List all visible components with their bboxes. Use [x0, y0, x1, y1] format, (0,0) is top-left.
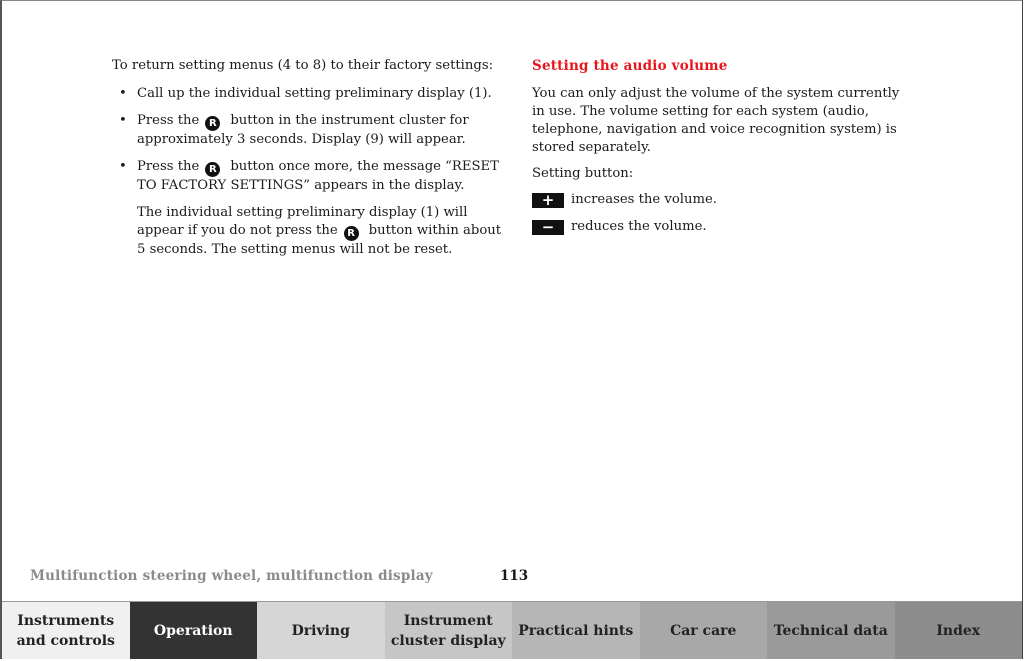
tab-label: Operation — [153, 622, 233, 639]
section-heading: Setting the audio volume — [532, 58, 728, 74]
key-row-increase — [532, 191, 912, 209]
tab-instrument-cluster-display[interactable] — [385, 602, 513, 659]
bullet-text: Press the — [137, 113, 200, 128]
bullet-icon: • — [119, 159, 127, 174]
plus-key-icon: + — [532, 193, 564, 208]
left-column — [112, 57, 502, 259]
chapter-tabs — [2, 601, 1022, 659]
reset-button-icon: R — [205, 116, 220, 131]
key-description: reduces the volume. — [571, 219, 707, 234]
list-item — [112, 85, 502, 103]
note-text-start: The individual setting preliminary display (1) will appear if you do not press the — [137, 205, 468, 238]
tab-driving[interactable] — [257, 602, 385, 659]
bullet-icon: • — [119, 86, 127, 101]
tab-label: Technical data — [773, 622, 888, 639]
tab-label: Index — [936, 622, 981, 639]
tab-instruments-and-controls[interactable] — [2, 602, 130, 659]
tab-car-care[interactable] — [640, 602, 768, 659]
bullet-text: button in the instrument cluster for approximately 3 seconds. Display (9) will appear. — [137, 113, 469, 147]
section-title: Multifunction steering wheel, multifunction display — [30, 568, 433, 584]
key-description: increases the volume. — [571, 192, 717, 207]
bullet-text: Call up the individual setting preliminary display (1). — [137, 86, 492, 101]
tab-technical-data[interactable] — [767, 602, 895, 659]
tab-index[interactable] — [895, 602, 1023, 659]
page-number: 113 — [500, 568, 529, 584]
bullet-text: button once more, the message “RESET TO FACTORY SETTINGS” appears in the display. — [137, 159, 499, 193]
note-text-end: button within about 5 seconds. The setting menus will not be reset. — [137, 223, 502, 257]
bullet-text: Press the — [137, 159, 200, 174]
reset-button-icon: R — [205, 162, 220, 177]
volume-paragraph: You can only adjust the volume of the system currently in use. The volume setting for each system (audio, telephone, navigation and voice recognition system) is stored separately. — [532, 86, 900, 155]
tab-practical-hints[interactable] — [512, 602, 640, 659]
list-item — [112, 112, 502, 149]
reset-button-icon: R — [344, 226, 359, 241]
list-item — [112, 158, 502, 195]
tab-label: Car care — [670, 622, 737, 639]
tab-label: Instruments and controls — [16, 612, 115, 649]
minus-key-icon: − — [532, 220, 564, 235]
bullet-icon: • — [119, 113, 127, 128]
setting-label: Setting button: — [532, 166, 634, 181]
tab-operation[interactable] — [130, 602, 258, 659]
key-row-decrease — [532, 218, 912, 236]
tab-label: Driving — [291, 622, 350, 639]
tab-label: Practical hints — [518, 622, 634, 639]
tab-label: Instrument cluster display — [390, 612, 506, 649]
intro-text: To return setting menus (4 to 8) to their factory settings: — [112, 58, 494, 73]
note-text — [112, 204, 502, 259]
right-column — [532, 57, 912, 245]
